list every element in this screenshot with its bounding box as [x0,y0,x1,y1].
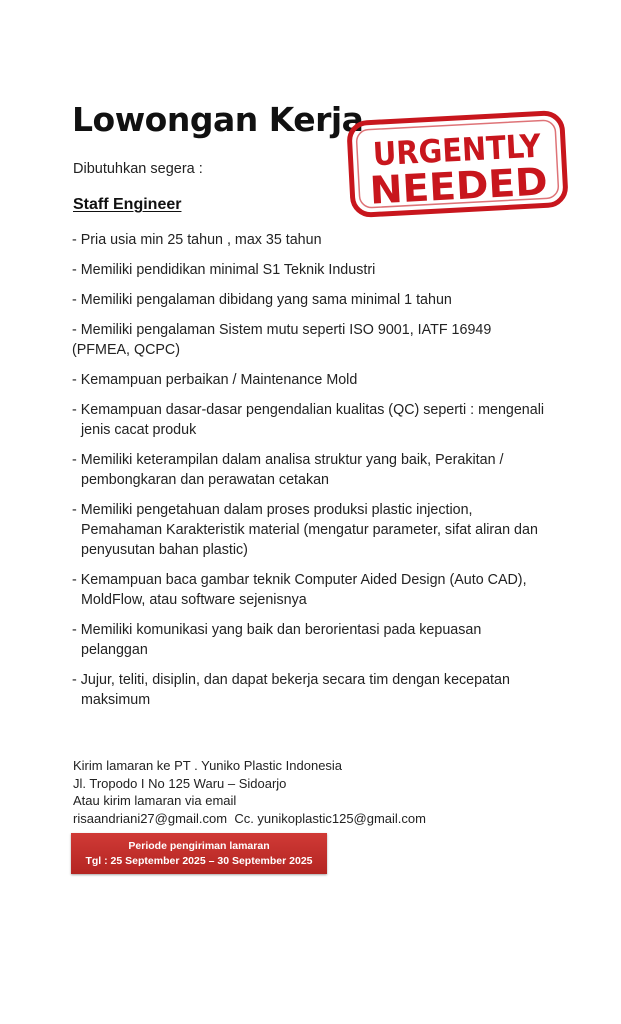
requirements-list [72,230,552,720]
requirement-item: - Kemampuan perbaikan / Maintenance Mold [72,372,358,388]
requirement-item: - Memiliki pengalaman dibidang yang sama minimal 1 tahun [72,292,452,308]
requirement-item: - Memiliki pengalaman Sistem mutu seperti ISO 9001, IATF 16949 (PFMEA, QCPC) [72,322,492,358]
period-dates: Tgl : 25 September 2025 – 30 September 2025 [85,854,313,867]
application-contact [73,757,426,827]
page-title: Lowongan Kerja [72,100,364,139]
stamp-line-2: NEEDED [368,159,544,213]
contact-emails: risaandriani27@gmail.com Cc. yunikoplastic125@gmail.com [73,810,426,826]
subtitle: Dibutuhkan segera : [73,161,203,177]
contact-company: Kirim lamaran ke PT . Yuniko Plastic Indonesia [73,758,343,773]
period-label: Periode pengiriman lamaran [128,839,270,852]
requirement-item: - Memiliki pengetahuan dalam proses produksi plastic injection, Pemahaman Karakteristik material (mengatur parameter, sifat aliran dan penyusutan bahan plastic) [72,502,538,558]
requirement-item: - Kemampuan dasar-dasar pengendalian kualitas (QC) seperti : mengenali jenis cacat produk [72,402,545,438]
requirement-item: - Memiliki komunikasi yang baik dan berorientasi pada kepuasan pelanggan [72,622,482,658]
requirement-item: - Memiliki pendidikan minimal S1 Teknik Industri [72,262,376,278]
application-period-banner [71,833,327,874]
contact-address: Jl. Tropodo I No 125 Waru – Sidoarjo [73,775,287,791]
requirement-item: - Pria usia min 25 tahun , max 35 tahun [72,232,322,248]
urgently-needed-stamp [346,109,570,218]
requirement-item: - Jujur, teliti, disiplin, dan dapat bekerja secara tim dengan kecepatan maksimum [72,672,510,708]
requirement-item: - Memiliki keterampilan dalam analisa struktur yang baik, Perakitan / pembongkaran dan perawatan cetakan [72,452,504,488]
position-title: Staff Engineer [73,196,182,213]
contact-email-intro: Atau kirim lamaran via email [73,793,237,808]
requirement-item: - Kemampuan baca gambar teknik Computer Aided Design (Auto CAD), MoldFlow, atau software sejenisnya [72,572,527,608]
stamp-line-1: URGENTLY [371,125,560,174]
